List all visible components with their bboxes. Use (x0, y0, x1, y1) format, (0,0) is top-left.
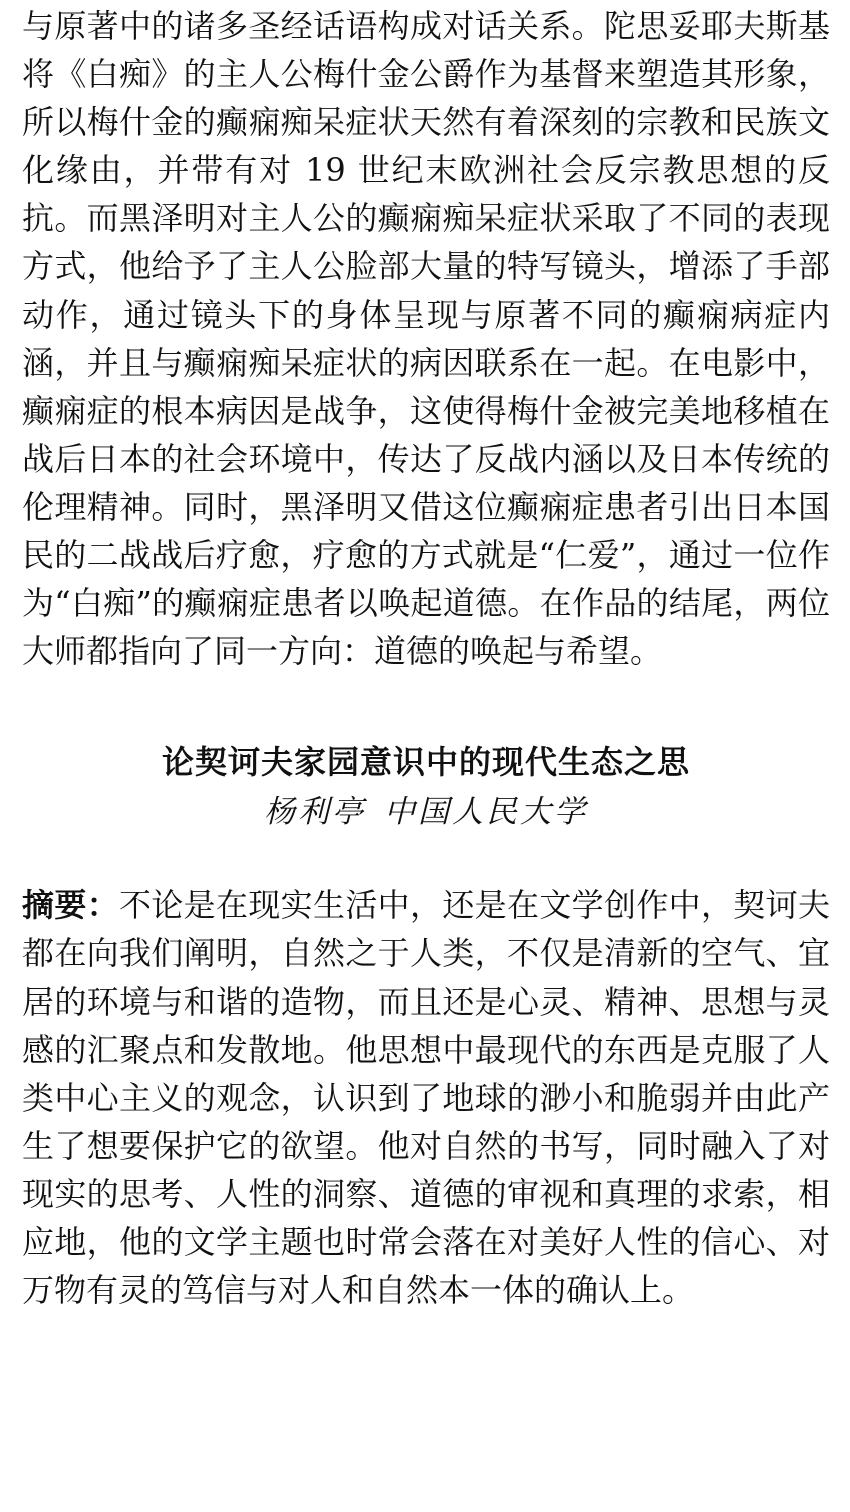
abstract-label: 摘要： (22, 886, 119, 925)
document-page (22, 0, 830, 1314)
author-affiliation: 中国人民大学 (384, 794, 588, 831)
author-name: 杨利亭 (264, 794, 366, 831)
article-title: 论契诃夫家园意识中的现代生态之思 (161, 743, 690, 782)
abstract-paragraph (22, 881, 830, 1314)
article-byline (22, 789, 830, 835)
continued-body-paragraph: 与原著中的诸多圣经话语构成对话关系。陀思妥耶夫斯基将《白痴》的主人公梅什金公爵作为基督来塑造其形象，所以梅什金的癫痫痴呆症状天然有着深刻的宗教和民族文化缘由，并带有对 19 世纪末欧洲社会反宗教思想的反抗。而黑泽明对主人公的癫痫痴呆症状采取了不同的表现方式，他给予了主人公脸部大量的特写镜头，增添了手部动作，通过镜头下的身体呈现与原著不同的癫痫病症内涵，并且与癫痫痴呆症状的病因联系在一起。在电影中，癫痫症的根本病因是战争，这使得梅什金被完美地移植在战后日本的社会环境中，传达了反战内涵以及日本传统的伦理精神。同时，黑泽明又借这位癫痫症患者引出日本国民的二战战后疗愈，疗愈的方式就是“仁爱”，通过一位作为“白痴”的癫痫症患者以唤起道德。在作品的结尾，两位大师都指向了同一方向：道德的唤起与希望。 (22, 7, 830, 671)
abstract-text: 不论是在现实生活中，还是在文学创作中，契诃夫都在向我们阐明，自然之于人类，不仅是清新的空气、宜居的环境与和谐的造物，而且还是心灵、精神、思想与灵感的汇聚点和发散地。他思想中最现代的东西是克服了人类中心主义的观念，认识到了地球的渺小和脆弱并由此产生了想要保护它的欲望。他对自然的书写，同时融入了对现实的思考、人性的洞察、道德的审视和真理的求索，相应地，他的文学主题也时常会落在对美好人性的信心、对万物有灵的笃信与对人和自然本一体的确认上。 (22, 886, 830, 1310)
